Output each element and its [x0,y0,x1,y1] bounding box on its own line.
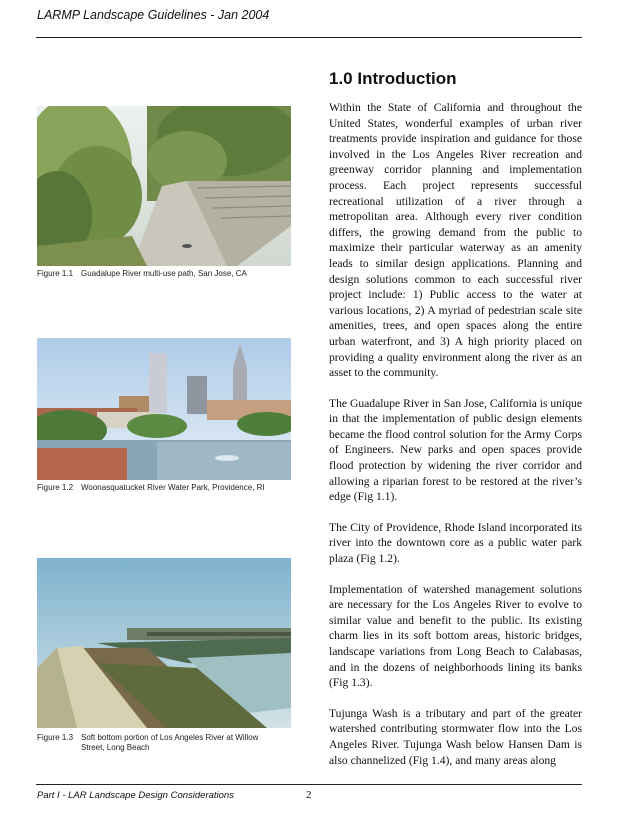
section-title: 1.0 Introduction [329,69,457,88]
section-body [329,100,582,783]
figure-caption-text: Woonasquatucket River Water Park, Providence, RI [81,483,265,492]
page-number: 2 [306,789,312,801]
figure-number: Figure 1.2 [37,483,74,492]
footer-rule [36,784,582,785]
body-paragraph: Tujunga Wash is a tributary and part of the greater watershed contributing stormwater flow into the Los Angeles River. Tujunga Wash below Hansen Dam is also channelized (Fig 1.4), and many areas along [329,706,582,767]
body-paragraph: Within the State of California and throughout the United States, wonderful examples of urban river treatments provide inspiration and guidance for those involved in the Los Angeles River recreation and greenway corridor planning and implementation process. Each project represents successful recreational utilization of a river through a metropolitan area. Although every river condition differs, the growing demand from the public to maximize their particular waterway as an amenity leads to similar design applications. Planning and design solutions common to each successful river project include: 1) Public access to the water at various locations, 2) A myriad of pedestrian scale site amenities, trees, and open spaces along the entire urban waterfront, and 3) A high priority placed on providing a quality environment along the river as an asset to the community. [329,101,582,380]
figure-1-2-photo [37,338,291,480]
figure-1-3-photo [37,558,291,728]
figure-caption-text: Guadalupe River multi-use path, San Jose, CA [81,269,247,278]
figure-1-2-caption [37,483,287,493]
body-paragraph: The Guadalupe River in San Jose, California is unique in that the implementation of public design elements became the flood control solution for the Army Corps of Engineers. New parks and open spaces provide flood protection by widening the river corridor and allowing a riparian forest to be restored at the river’s edge (Fig 1.1). [329,396,582,504]
body-paragraph: The City of Providence, Rhode Island incorporated its river into the downtown core as a public water park plaza (Fig 1.2). [329,520,582,566]
body-paragraph: Implementation of watershed management solutions are necessary for the Los Angeles River to evolve to similar value and benefit to the public. Its existing charm lies in its soft bottom areas, historic bridges, landscape variations from Long Beach to Calabasas, and in the dozens of neighborhoods lining its banks (Fig 1.3). [329,582,582,690]
running-footer: Part I - LAR Landscape Design Considerations [37,790,234,801]
figure-caption-text: Soft bottom portion of Los Angeles River at Willow [81,733,259,742]
figure-number: Figure 1.1 [37,269,74,278]
figure-1-1-photo [37,106,291,266]
figure-1-1-caption [37,269,287,279]
figure-1-3-caption [37,733,287,753]
header-rule [36,37,582,38]
running-header: LARMP Landscape Guidelines - Jan 2004 [37,8,270,22]
figure-caption-text-line2: Street, Long Beach [81,743,150,752]
figure-number: Figure 1.3 [37,733,74,742]
